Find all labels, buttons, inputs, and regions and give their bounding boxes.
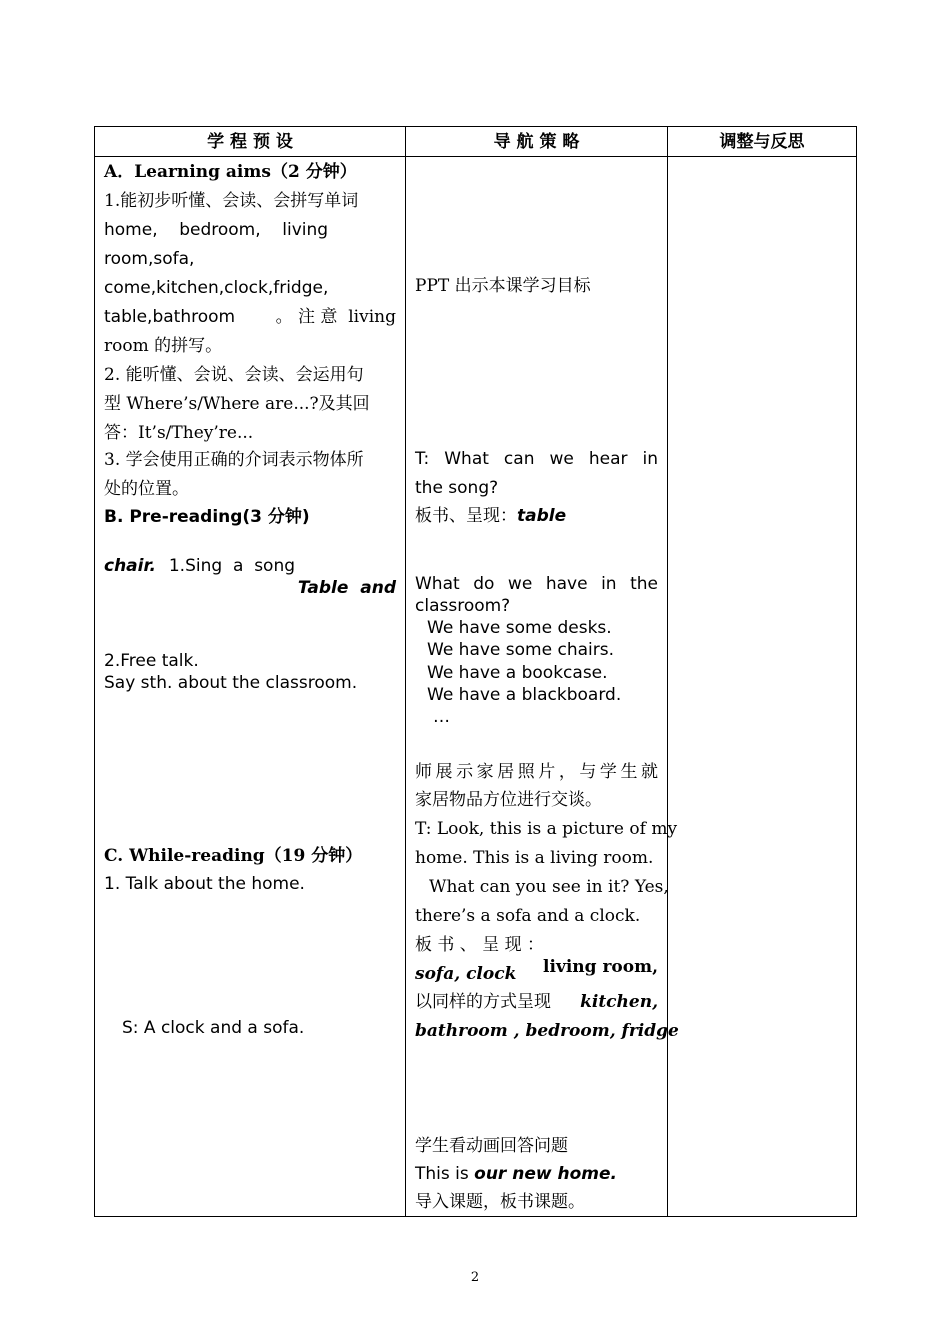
song-question-line-2: the song? [415,478,499,498]
ppt-aims: PPT 出示本课学习目标 [415,276,591,296]
learning-design-cell [95,157,406,1217]
look-line-4: there’s a sofa and a clock. [415,906,641,926]
song-title-part-2: chair. [104,556,156,576]
board-table-line [415,505,658,527]
free-talk-line-1: 2.Free talk. [104,651,199,671]
aim-1-line-5 [104,306,396,328]
same-way-prefix: 以同样的方式呈现 [415,992,551,1012]
sing-song-prefix: 1.Sing a song [168,556,296,576]
aim-2-line-3: 答：It’s/They’re... [104,423,254,443]
section-a-title: A．Learning aims（2 分钟） [104,162,357,182]
answer-blackboard: We have a blackboard. [427,685,622,705]
watch-animation: 学生看动画回答问题 [415,1136,568,1156]
this-is-line [415,1163,658,1185]
lesson-plan-table [94,126,857,1217]
aim-3-line-2: 处的位置。 [104,479,189,499]
this-is-prefix: This is [415,1164,475,1184]
answer-ellipsis: … [433,707,450,727]
answer-desks: We have some desks. [427,618,612,638]
aim-2-line-1: 2. 能听懂、会说、会读、会运用句 [104,365,364,385]
section-c-title: C. While-reading（19 分钟） [104,846,363,866]
song-title-part-1: Table and [297,578,396,598]
content-row [95,157,857,1217]
answer-bookcase: We have a bookcase. [427,663,608,683]
header-adjust-reflect: 调整与反思 [668,127,857,157]
aim-3-line-1: 3. 学会使用正确的介词表示物体所 [104,450,364,470]
board-prefix-2: 板 书 、 呈 现 ： [415,935,545,955]
aim-1-line-2: home, bedroom, living [104,220,329,240]
guiding-strategy-cell [406,157,679,1217]
section-b-title: B. Pre-reading(3 分钟) [104,507,310,527]
introduce-topic: 导入课题，板书课题。 [415,1192,585,1212]
classroom-question-line-2: classroom? [415,596,511,616]
page-number: 2 [470,1270,480,1285]
aim-1-line-4: come,kitchen,clock,fridge, [104,278,329,298]
aim-1-note: 。 注 意 living [275,307,396,327]
sing-song-line [104,533,396,621]
free-talk-line-2: Say sth. about the classroom. [104,673,358,693]
board-words-living-room: living room, [543,957,658,977]
look-line-2: home. This is a living room. [415,848,654,868]
board-words-sofa-clock: sofa, clock [415,964,517,984]
header-guiding-strategy: 导 航 策 略 [406,127,668,157]
classroom-question-line-1: What do we have in the [415,574,658,594]
aim-2-line-2: 型 Where’s/Where are...?及其回 [104,394,370,414]
talk-about-home: 1. Talk about the home. [104,874,305,894]
board-prefix: 板书、呈现： [415,506,517,526]
same-way-words-1: kitchen, [580,992,658,1012]
look-line-1: T: Look, this is a picture of my [415,819,678,839]
aim-1-line-6: room 的拼写。 [104,336,223,356]
aim-1-words: table,bathroom [104,307,236,327]
adjust-reflect-cell [668,157,857,1217]
this-is-words: our new home. [474,1164,617,1184]
answer-chairs: We have some chairs. [427,640,614,660]
song-question-line-1: T: What can we hear in [415,449,658,469]
header-row [95,127,857,157]
same-way-line [415,991,658,1013]
aim-1-line-1: 1.能初步听懂、会读、会拼写单词 [104,191,359,211]
same-way-words-2: bathroom , bedroom, fridge [415,1021,679,1041]
photo-line-1: 师展示家居照片，与学生就 [415,762,658,782]
student-answer: S: A clock and a sofa. [122,1018,305,1038]
aim-1-line-3: room,sofa, [104,249,195,269]
photo-line-2: 家居物品方位进行交谈。 [415,790,602,810]
header-learning-design: 学 程 预 设 [95,127,406,157]
board-word-table: table [517,506,567,526]
look-line-3: What can you see in it? Yes, [429,877,669,897]
